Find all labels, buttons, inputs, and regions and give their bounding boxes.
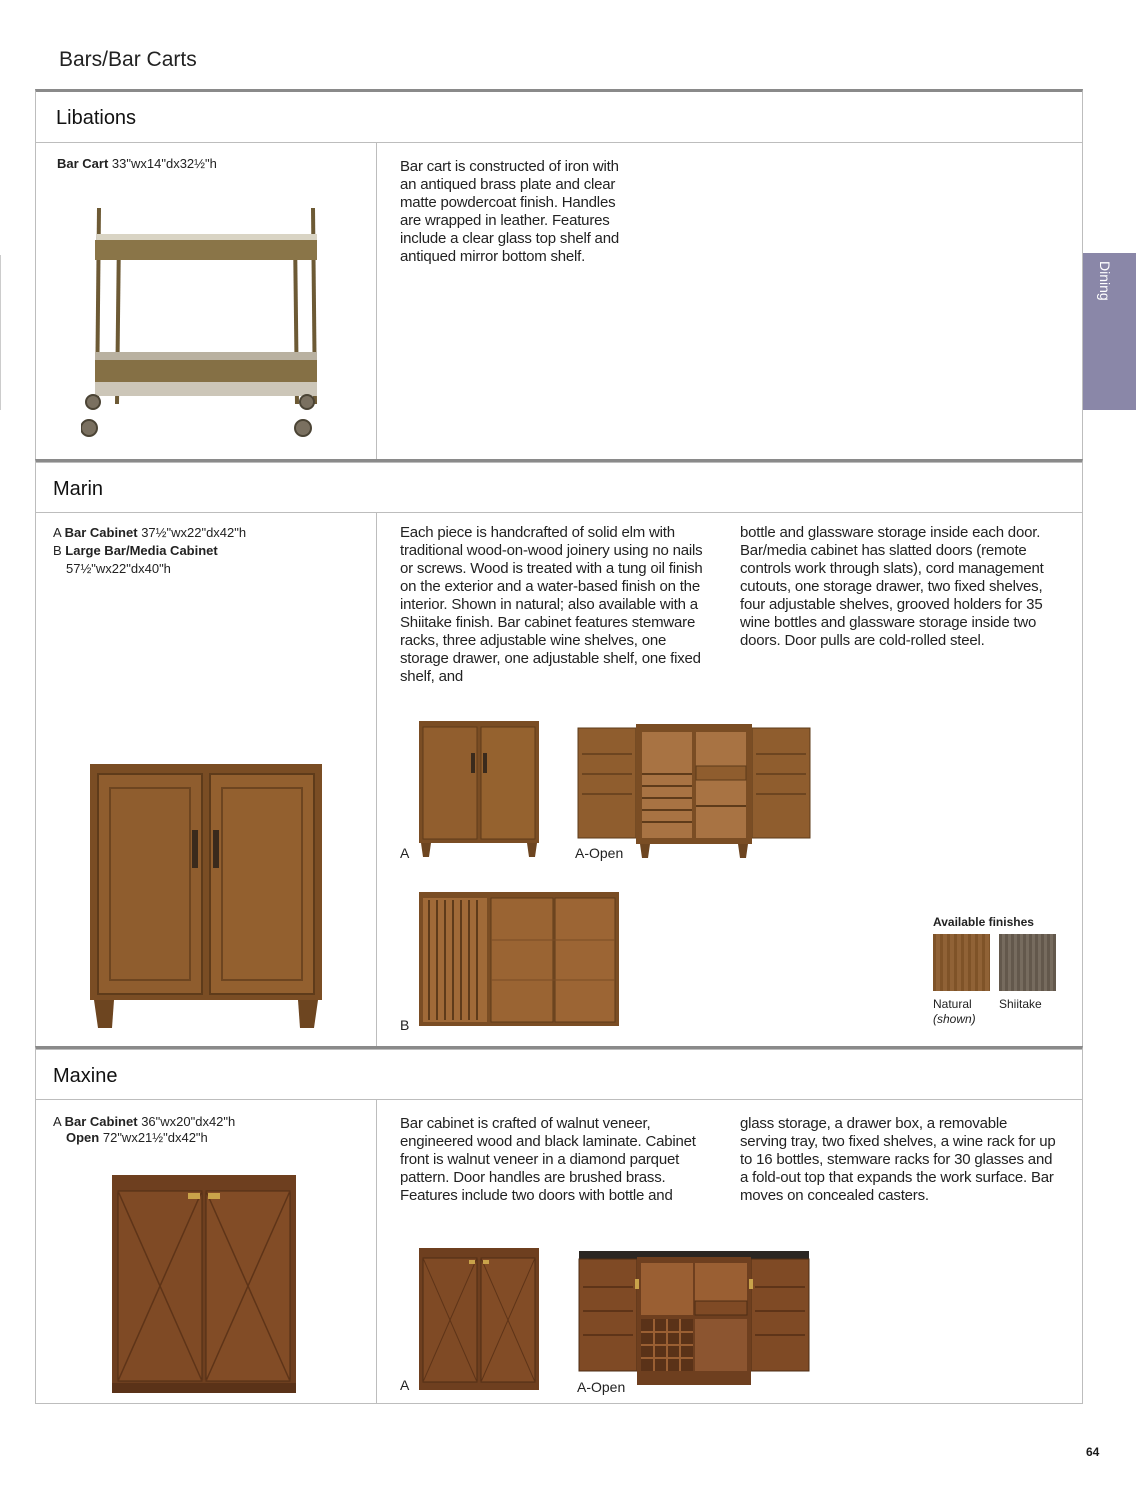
maxine-description-col2: glass storage, a drawer box, a removable serving tray, two fixed shelves, a wine rack for up to 16 bottles, stemware racks for 30 glasses and a fold-out top that expands the work surface. Bar moves on concealed casters. <box>740 1115 1056 1204</box>
spec-b-name: Large Bar/Media Cabinet <box>65 543 218 558</box>
column-divider <box>376 1100 377 1403</box>
libations-header <box>36 92 1082 143</box>
marin-description-col2: bottle and glassware storage inside each door. Bar/media cabinet has slatted doors (remote controls work through slats), cord management cutouts, one storage drawer, two fixed shelves, four adjustable shelves, grooved holders for 35 wine bottles and glassware storage inside two doors. Door pulls are cold-rolled steel. <box>740 524 1044 649</box>
finishes-title: Available finishes <box>933 915 1034 929</box>
maxine-title: Maxine <box>53 1065 118 1087</box>
finish-shiitake-label: Shiitake <box>999 997 1042 1011</box>
finish-swatch-natural[interactable] <box>933 934 990 991</box>
margin-rule <box>0 255 1 410</box>
spec-dims: 33"wx14"dx32½"h <box>111 156 217 171</box>
spec-name: Bar Cart <box>57 156 109 171</box>
spec-open-dims: 72"wx21½"dx42"h <box>102 1130 208 1145</box>
page-title: Bars/Bar Carts <box>59 48 197 71</box>
marin-caption-a-open: A-Open <box>575 845 624 861</box>
libations-spec <box>57 156 217 172</box>
spec-open <box>53 1130 235 1146</box>
section-tab-dining[interactable] <box>1083 253 1136 410</box>
finish-swatch-shiitake[interactable] <box>999 934 1056 991</box>
maxine-caption-a: A <box>400 1377 410 1393</box>
spec-b <box>53 542 246 560</box>
maxine-header <box>36 1049 1082 1100</box>
spec-b-letter: B <box>53 543 62 558</box>
marin-caption-b: B <box>400 1017 410 1033</box>
marin-header <box>36 462 1082 513</box>
finish-natural-label: Natural <box>933 997 972 1011</box>
libations-section <box>35 89 1083 463</box>
column-divider <box>376 513 377 1049</box>
spec-a <box>53 1114 235 1130</box>
marin-section <box>35 459 1083 1050</box>
marin-spec <box>53 524 246 578</box>
spec-a-dims: 37½"wx22"dx42"h <box>141 525 247 540</box>
spec-name: Bar Cabinet <box>64 1114 138 1129</box>
section-tab-label: Dining <box>1097 261 1113 301</box>
spec-a-name: Bar Cabinet <box>64 525 138 540</box>
spec-dims: 36"wx20"dx42"h <box>141 1114 236 1129</box>
marin-a-open-image <box>576 724 812 860</box>
maxine-spec <box>53 1114 235 1146</box>
maxine-a-open-image <box>577 1249 811 1387</box>
maxine-section <box>35 1046 1083 1404</box>
marin-a-image <box>417 719 541 859</box>
column-divider <box>376 143 377 462</box>
spec-letter: A <box>53 1114 61 1129</box>
marin-title: Marin <box>53 478 104 500</box>
marin-bar-cabinet-image <box>88 762 324 1032</box>
libations-description: Bar cart is constructed of iron with an antiqued brass plate and clear matte powdercoat finish. Handles are wrapped in leather. Features include a clear glass top shelf and antiqued mirror bottom shelf. <box>400 158 619 265</box>
spec-a-letter: A <box>53 525 61 540</box>
spec-open-name: Open <box>66 1130 100 1145</box>
maxine-description-col1: Bar cabinet is crafted of walnut veneer, engineered wood and black laminate. Cabinet front is walnut veneer in a diamond parquet pattern. Door handles are brushed brass. Features include two doors with bottle and <box>400 1115 696 1204</box>
page-number: 64 <box>1086 1445 1100 1459</box>
spec-b-dims: 57½"wx22"dx40"h <box>66 561 171 576</box>
maxine-a-image <box>417 1246 541 1392</box>
marin-b-image <box>417 890 621 1030</box>
marin-description-col1: Each piece is handcrafted of solid elm with traditional wood-on-wood joinery using no nails or screws. Wood is treated with a tung oil finish on the exterior and a water-based finish on the interior. Shown in natural; also available with a Shiitake finish. Bar cabinet features stemware racks, three adjustable wine shelves, one storage drawer, one adjustable shelf, one fixed shelf, and <box>400 524 703 685</box>
spec-a <box>53 524 246 542</box>
marin-caption-a: A <box>400 845 410 861</box>
finish-natural-note: (shown) <box>933 1012 976 1026</box>
bar-cart-image <box>81 204 331 442</box>
maxine-bar-cabinet-image <box>110 1173 298 1395</box>
maxine-caption-a-open: A-Open <box>577 1379 626 1395</box>
libations-title: Libations <box>56 107 137 129</box>
